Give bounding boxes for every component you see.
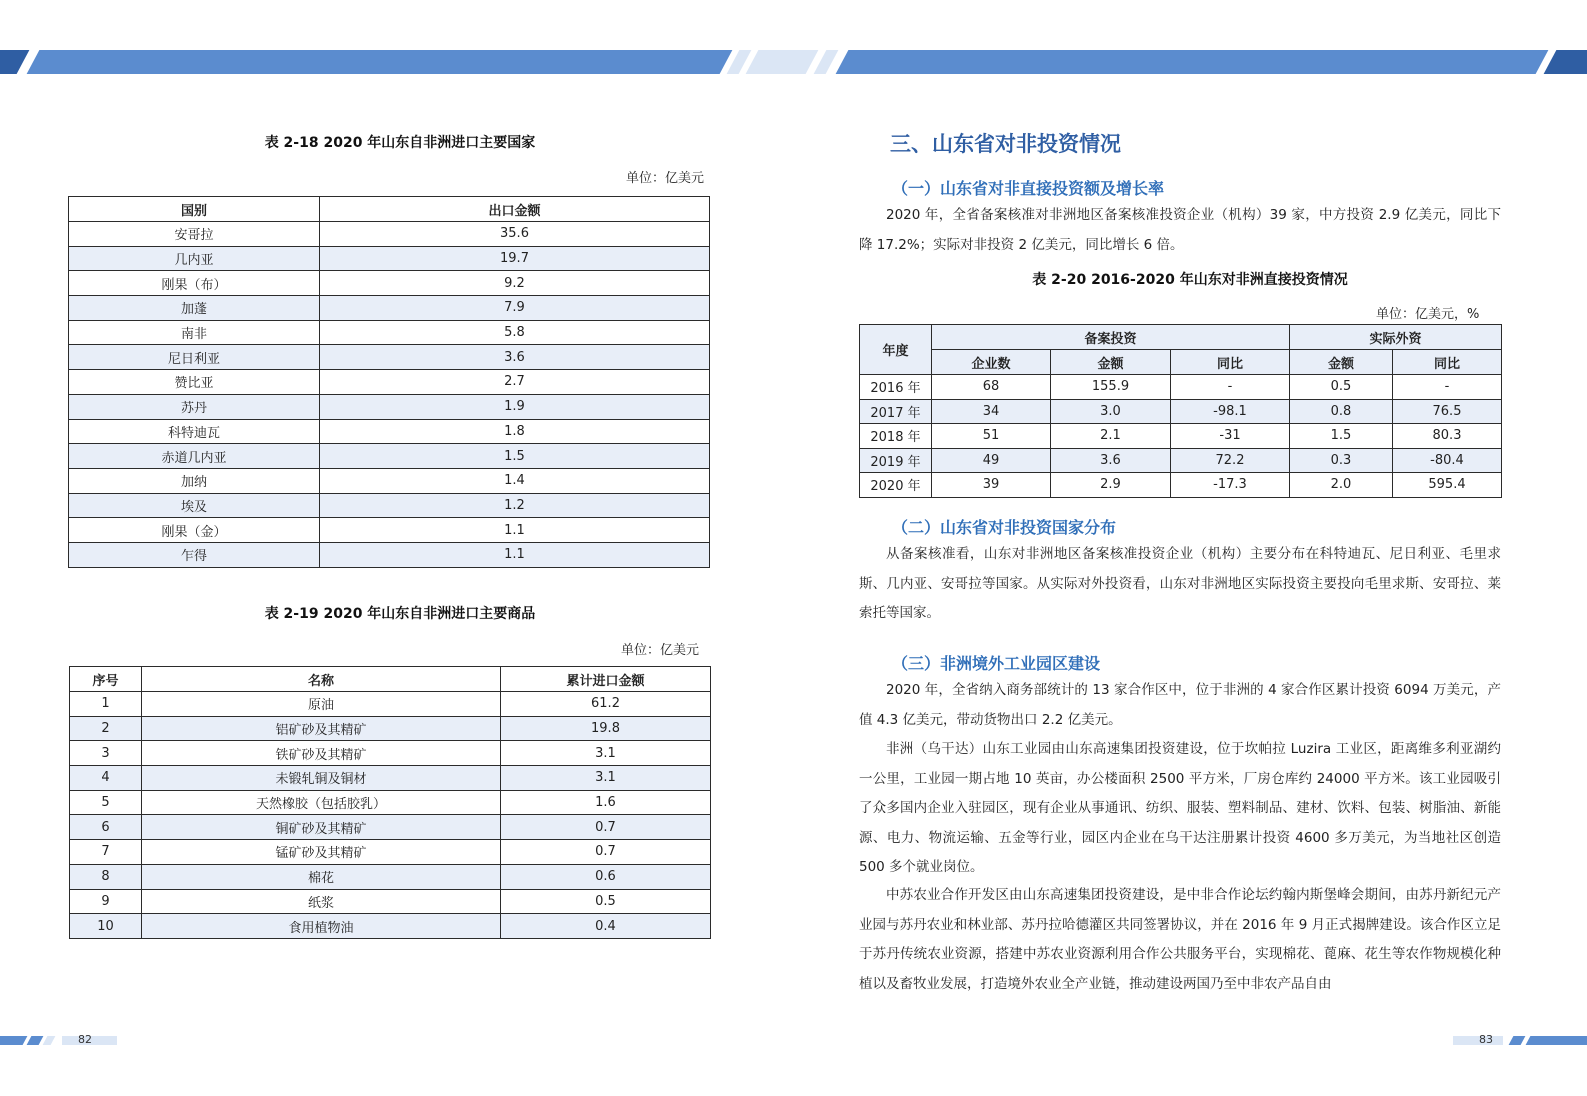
table-2-19-cell: 0.6 [501,864,711,889]
table-2-18-unit: 单位：亿美元 [626,171,705,186]
table-2-18-cell: 刚果（布） [69,271,320,296]
table-2-18-cell: 1.1 [320,542,710,567]
table-2-20-cell: 80.3 [1393,424,1502,449]
table-2-19-row [70,889,711,914]
table-2-19-cell: 8 [70,864,142,889]
table-2-19-unit: 单位：亿美元 [621,643,700,658]
table-2-19-cell: 1.6 [501,790,711,815]
table-2-19-cell: 3.1 [501,741,711,766]
subsection-3-paragraph-1: 2020 年，全省纳入商务部统计的 13 家合作区中，位于非洲的 4 家合作区累计投资 6094 万美元，产值 4.3 亿美元，带动货物出口 2.2 亿美元。 [859,682,1501,728]
table-2-19-cell: 0.4 [501,914,711,939]
subsection-1-title: （一）山东省对非直接投资额及增长率 [892,179,1165,198]
table-2-18-cell: 3.6 [320,345,710,370]
table-2-18-row [69,468,710,493]
table-2-19-row [70,914,711,939]
table-2-18-row [69,345,710,370]
subsection-3-paragraph-2: 非洲（乌干达）山东工业园由山东高速集团投资建设，位于坎帕拉 Luzira 工业区，距离维多利亚湖约一公里，工业园一期占地 10 英亩，办公楼面积 2500 平方米，厂房仓库约 24000 平方米。该工业园吸引了众多国内企业入驻园区，现有企业从事通讯、纺织、服装、塑料制品、建材、饮料、包装、树脂油、新能源、电力、物流运输、五金等行业，园区内企业在乌干达注册累计投资 4600 多万美元，为当地社区创造 500 多个就业岗位。 [859,741,1501,875]
table-2-20-row [860,375,1502,400]
table-2-19-cell: 食用植物油 [142,914,501,939]
table-2-19-cell: 6 [70,815,142,840]
table-2-19 [69,666,711,939]
table-2-18-cell: 35.6 [320,222,710,247]
table-2-20-row [860,424,1502,449]
table-2-20-cell: 1.5 [1290,424,1393,449]
table-2-18-cell: 1.4 [320,468,710,493]
col-amount: 出口金额 [320,197,710,222]
table-2-20-row [860,399,1502,424]
col-filed-amount: 金额 [1051,350,1171,375]
table-2-19-cell: 3.1 [501,766,711,791]
table-2-19-cell: 2 [70,716,142,741]
col-year: 年度 [860,325,932,375]
table-2-20-cell: -31 [1171,424,1290,449]
col-group-filed-investment: 备案投资 [932,325,1290,350]
table-2-19-cell: 9 [70,889,142,914]
table-2-19-row [70,741,711,766]
section-title: 三、山东省对非投资情况 [890,132,1121,156]
table-2-19-cell: 3 [70,741,142,766]
subsection-1-paragraph: 2020 年，全省备案核准对非洲地区备案核准投资企业（机构）39 家，中方投资 2.9 亿美元，同比下降 17.2%；实际对非投资 2 亿美元，同比增长 6 倍。 [859,207,1501,253]
col-actual-amount: 金额 [1290,350,1393,375]
table-2-18-row [69,518,710,543]
table-2-18-cell: 尼日利亚 [69,345,320,370]
table-2-19-cell: 61.2 [501,692,711,717]
table-2-18-cell: 7.9 [320,296,710,321]
table-2-19-row [70,716,711,741]
table-2-18-cell: 安哥拉 [69,222,320,247]
table-2-20-cell: -17.3 [1171,473,1290,498]
col-total-import: 累计进口金额 [501,667,711,692]
table-2-19-cell: 未锻轧铜及铜材 [142,766,501,791]
table-2-20-cell: 2019 年 [860,448,932,473]
right-page [793,0,1587,1096]
table-2-20-cell: 155.9 [1051,375,1171,400]
subsection-2-paragraph: 从备案核准看，山东对非洲地区备案核准投资企业（机构）主要分布在科特迪瓦、尼日利亚、毛里求斯、几内亚、安哥拉等国家。从实际对外投资看，山东对非洲地区实际投资主要投向毛里求斯、安哥拉、莱索托等国家。 [859,546,1501,621]
table-2-18-cell: 1.8 [320,419,710,444]
table-2-18-row [69,542,710,567]
table-2-20-cell: 3.6 [1051,448,1171,473]
table-2-19-cell: 5 [70,790,142,815]
subsection-2-title: （二）山东省对非投资国家分布 [892,518,1117,537]
table-2-18-row [69,394,710,419]
left-page [0,0,793,1096]
col-filed-yoy: 同比 [1171,350,1290,375]
col-country: 国别 [69,197,320,222]
table-2-20 [859,324,1502,498]
table-2-20-caption: 表 2-20 2016-2020 年山东对非洲直接投资情况 [1032,272,1348,288]
table-2-19-cell: 1 [70,692,142,717]
table-2-19-cell: 0.7 [501,840,711,865]
table-2-18-body [69,222,710,568]
table-2-19-cell: 铁矿砂及其精矿 [142,741,501,766]
table-2-20-cell: 2017 年 [860,399,932,424]
table-2-18-cell: 1.9 [320,394,710,419]
subsection-3-title: （三）非洲境外工业园区建设 [892,654,1101,673]
table-2-19-cell: 原油 [142,692,501,717]
table-2-20-cell: 68 [932,375,1051,400]
table-2-20-cell: 72.2 [1171,448,1290,473]
table-2-20-unit: 单位：亿美元，% [1376,307,1480,322]
table-2-18-cell: 苏丹 [69,394,320,419]
table-2-18-cell: 5.8 [320,320,710,345]
table-2-20-cell: 49 [932,448,1051,473]
table-2-19-cell: 铜矿砂及其精矿 [142,815,501,840]
table-2-20-cell: 76.5 [1393,399,1502,424]
table-2-18-cell: 1.2 [320,493,710,518]
table-2-18-cell: 1.5 [320,444,710,469]
table-2-19-row [70,790,711,815]
col-index: 序号 [70,667,142,692]
table-2-19-row [70,864,711,889]
table-2-18-row [69,419,710,444]
subsection-3-paragraph-3: 中苏农业合作开发区由山东高速集团投资建设，是中非合作论坛约翰内斯堡峰会期间，由苏丹新纪元产业园与苏丹农业和林业部、苏丹拉哈德灌区共同签署协议，并在 2016 年 9 月正式揭牌建设。该合作区立足于苏丹传统农业资源，搭建中苏农业资源利用合作公共服务平台，实现棉花、蓖麻、花生等农作物规模化种植以及畜牧业发展，打造境外农业全产业链，推动建设两国乃至中非农产品自由 [859,887,1501,992]
table-2-19-cell: 纸浆 [142,889,501,914]
table-2-20-row [860,473,1502,498]
table-2-20-cell: - [1171,375,1290,400]
table-2-20-cell: -98.1 [1171,399,1290,424]
table-2-19-cell: 10 [70,914,142,939]
table-2-18-cell: 刚果（金） [69,518,320,543]
table-2-20-cell: - [1393,375,1502,400]
page-number-right: 83 [1479,1033,1493,1046]
table-2-19-cell: 4 [70,766,142,791]
col-enterprises: 企业数 [932,350,1051,375]
table-2-20-cell: 3.0 [1051,399,1171,424]
table-2-19-row [70,840,711,865]
table-2-20-cell: 51 [932,424,1051,449]
table-2-20-cell: 2020 年 [860,473,932,498]
table-2-18-cell: 乍得 [69,542,320,567]
table-2-18 [68,196,710,568]
table-2-19-cell: 7 [70,840,142,865]
table-2-20-cell: 2.0 [1290,473,1393,498]
table-2-18-row [69,320,710,345]
table-2-19-cell: 0.5 [501,889,711,914]
table-2-18-cell: 科特迪瓦 [69,419,320,444]
table-2-19-cell: 0.7 [501,815,711,840]
table-2-20-row [860,448,1502,473]
table-2-20-cell: 595.4 [1393,473,1502,498]
table-2-19-cell: 19.8 [501,716,711,741]
table-2-18-cell: 几内亚 [69,246,320,271]
table-2-18-cell: 1.1 [320,518,710,543]
col-group-actual-investment: 实际外资 [1290,325,1502,350]
table-2-18-row [69,444,710,469]
table-2-18-cell: 加纳 [69,468,320,493]
table-2-19-cell: 铝矿砂及其精矿 [142,716,501,741]
table-2-20-cell: 2018 年 [860,424,932,449]
table-2-18-row [69,271,710,296]
table-2-18-row [69,246,710,271]
table-2-18-row [69,222,710,247]
table-2-19-row [70,766,711,791]
table-2-19-row [70,815,711,840]
table-2-20-cell: 2.9 [1051,473,1171,498]
table-2-19-body [70,692,711,939]
table-2-19-cell: 棉花 [142,864,501,889]
table-2-19-cell: 天然橡胶（包括胶乳） [142,790,501,815]
table-2-19-caption: 表 2-19 2020 年山东自非洲进口主要商品 [264,606,536,622]
table-2-18-row [69,493,710,518]
table-2-20-cell: 2.1 [1051,424,1171,449]
table-2-20-cell: 39 [932,473,1051,498]
col-actual-yoy: 同比 [1393,350,1502,375]
table-2-20-cell: 34 [932,399,1051,424]
table-2-20-cell: 0.8 [1290,399,1393,424]
table-2-18-cell: 赞比亚 [69,370,320,395]
table-2-18-cell: 加蓬 [69,296,320,321]
table-2-18-row [69,296,710,321]
table-2-20-cell: -80.4 [1393,448,1502,473]
table-2-18-cell: 9.2 [320,271,710,296]
table-2-20-body [860,375,1502,498]
table-2-18-caption: 表 2-18 2020 年山东自非洲进口主要国家 [264,135,536,151]
page-number-left: 82 [78,1033,92,1046]
table-2-18-row [69,370,710,395]
table-2-18-cell: 南非 [69,320,320,345]
table-2-20-cell: 0.3 [1290,448,1393,473]
table-2-18-cell: 赤道几内亚 [69,444,320,469]
table-2-18-cell: 19.7 [320,246,710,271]
table-2-18-cell: 埃及 [69,493,320,518]
table-2-19-row [70,692,711,717]
table-2-19-cell: 锰矿砂及其精矿 [142,840,501,865]
col-name: 名称 [142,667,501,692]
table-2-20-cell: 0.5 [1290,375,1393,400]
table-2-20-cell: 2016 年 [860,375,932,400]
table-2-18-cell: 2.7 [320,370,710,395]
